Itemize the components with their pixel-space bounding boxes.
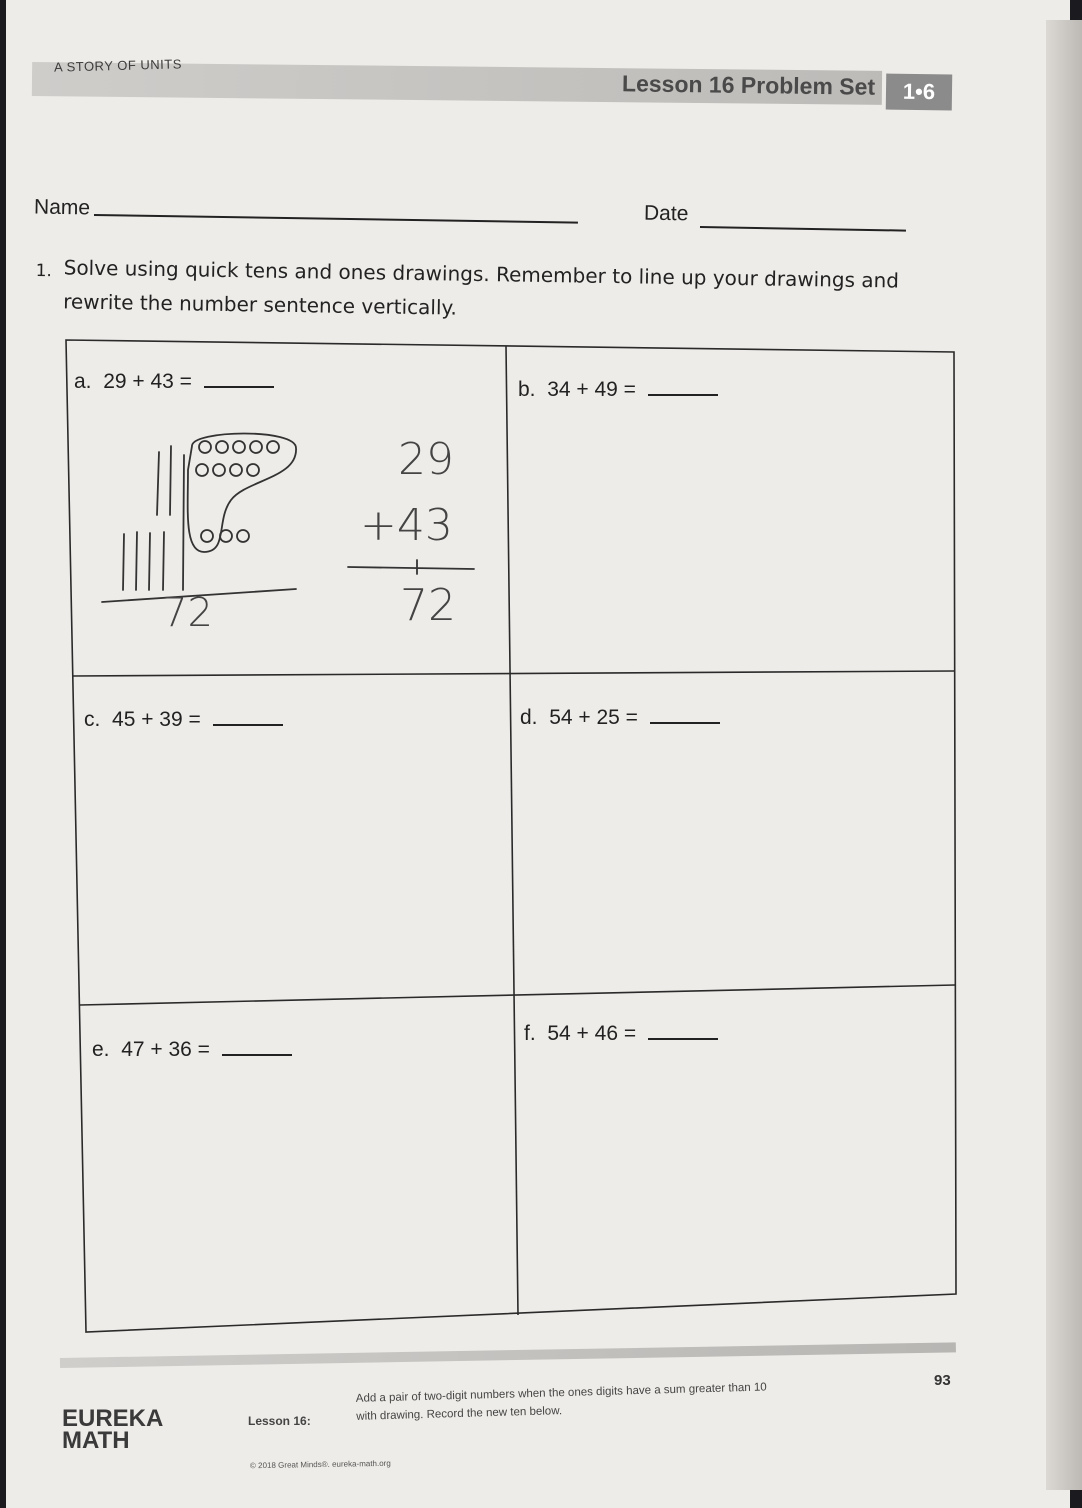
one-circle	[267, 441, 279, 453]
answer-blank[interactable]	[648, 1020, 718, 1040]
problem-letter: a.	[74, 370, 92, 393]
problem-expression: 34 + 49 =	[547, 378, 636, 401]
problem-expression: 47 + 36 =	[121, 1038, 210, 1061]
grid-row-divider-1	[73, 671, 954, 676]
problem-letter: c.	[84, 708, 101, 731]
one-circle	[216, 441, 228, 453]
problem-expression: 45 + 39 =	[112, 708, 201, 731]
one-circle	[201, 530, 213, 542]
problem-letter: e.	[92, 1038, 110, 1061]
date-label: Date	[643, 201, 689, 226]
ten-stick	[123, 534, 124, 590]
problem-letter: b.	[518, 378, 536, 401]
problem-a	[74, 368, 274, 394]
answer-blank[interactable]	[204, 368, 274, 388]
question-number: 1.	[35, 260, 53, 282]
one-circle	[196, 464, 208, 476]
one-circle	[250, 441, 262, 453]
ten-stick	[157, 452, 159, 515]
grid-vertical-divider	[506, 346, 518, 1315]
eureka-math-logo	[62, 1405, 164, 1454]
ten-stick	[136, 532, 137, 590]
problem-letter: f.	[524, 1022, 536, 1045]
footer-lesson-label: Lesson 16:	[248, 1414, 311, 1428]
answer-blank[interactable]	[213, 706, 283, 726]
ten-stick	[170, 446, 171, 515]
vertical-top-addend: 29	[398, 434, 454, 485]
answer-blank[interactable]	[650, 704, 720, 724]
answer-blank[interactable]	[648, 376, 718, 396]
one-circle	[220, 530, 232, 542]
one-circle	[233, 441, 245, 453]
logo-line-1: EUREKA	[62, 1405, 164, 1432]
problem-expression: 54 + 46 =	[547, 1022, 637, 1045]
one-circle	[230, 464, 242, 476]
grid-border	[66, 340, 956, 1332]
problem-grid	[6, 0, 1082, 1508]
problem-e	[92, 1036, 292, 1062]
footer-lesson-description: Add a pair of two-digit numbers when the ones digits have a sum greater than 10 with drawing. Record the new ten below.	[355, 1381, 767, 1423]
answer-blank[interactable]	[222, 1036, 292, 1056]
grade-module-badge: 1•6	[886, 74, 952, 111]
copyright: © 2018 Great Minds®. eureka-math.org	[249, 1458, 391, 1471]
ten-stick	[183, 455, 184, 590]
lesson-title: Lesson 16 Problem Set	[621, 70, 876, 100]
one-circle	[213, 464, 225, 476]
grid-row-divider-2	[80, 985, 955, 1005]
one-circle	[237, 530, 249, 542]
problem-f	[524, 1020, 718, 1046]
ten-stick	[163, 532, 164, 590]
ten-stick	[149, 533, 150, 590]
one-circle	[247, 464, 259, 476]
one-circle	[199, 441, 211, 453]
instruction-text: Solve using quick tens and ones drawings. Remember to line up your drawings and rewrite the number sentence vertically.	[63, 255, 900, 320]
logo-line-2: MATH	[62, 1427, 130, 1454]
name-label: Name	[33, 195, 91, 220]
drawing-sum: 72	[162, 590, 213, 636]
vertical-sum-line	[348, 567, 474, 569]
vertical-second-addend: +43	[360, 500, 453, 551]
problem-c	[84, 706, 283, 732]
problem-expression: 54 + 25 =	[549, 706, 638, 729]
story-of-units-label: A STORY OF UNITS	[53, 56, 183, 75]
problem-b	[518, 376, 718, 402]
page-number: 93	[934, 1372, 951, 1389]
worksheet-page	[6, 0, 1070, 1508]
problem-expression: 29 + 43 =	[103, 370, 192, 393]
vertical-sum: 72	[400, 580, 456, 631]
problem-d	[520, 704, 720, 730]
problem-letter: d.	[520, 706, 538, 729]
